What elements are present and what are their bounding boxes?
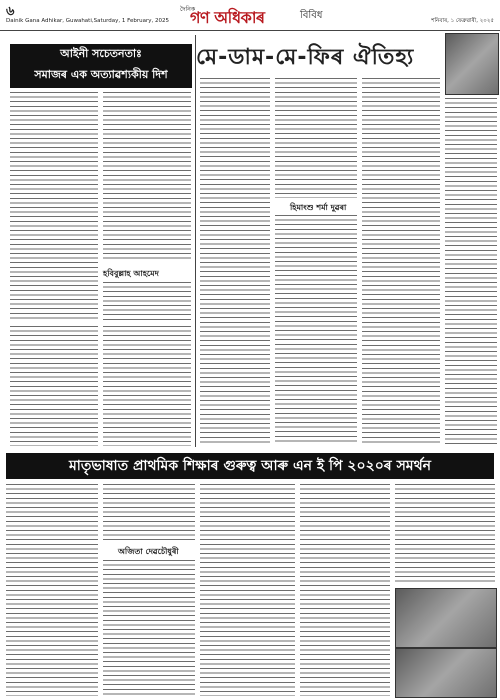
article-bottom-body-col2	[103, 484, 195, 542]
article-top-photo	[445, 33, 499, 95]
section-label: বিবিধ	[300, 10, 323, 21]
article-left-body-col2b	[103, 282, 191, 322]
article-top-author: হিমাংশু শৰ্মা দুৱৰা	[290, 203, 347, 212]
newspaper-logo	[180, 3, 300, 27]
article-bottom-body-col5	[395, 484, 495, 584]
article-left-body-col1b	[10, 326, 98, 446]
article-bottom-body-col1	[6, 484, 98, 696]
article-bottom-body-col2b	[103, 560, 195, 696]
article-bottom-author: অজিতা দেৱচৌধুৰী	[118, 547, 179, 556]
logo-main-text: গণ অধিকাৰ	[190, 8, 265, 27]
article-left-headline-2: সমাজৰ এক অত্যাৱশ্যকীয় দিশ	[10, 66, 192, 88]
article-top-body-col4	[445, 98, 497, 446]
dateline: Dainik Gana Adhikar, Guwahati,Saturday, 1 February, 2025	[6, 18, 170, 24]
column-divider	[195, 35, 196, 447]
article-left-body-col2c	[103, 326, 191, 446]
article-top-body-col2	[275, 78, 357, 198]
article-top-body-col3	[362, 78, 440, 446]
article-left-body-col2	[103, 92, 191, 262]
article-top-body-col1	[200, 78, 270, 446]
logo-small-text: দৈনিক	[180, 6, 196, 13]
article-top-body-col2b	[275, 215, 357, 445]
article-left-headline-1: আইনী সচেতনতাঃ	[10, 44, 192, 67]
article-bottom-headline: মাতৃভাষাত প্ৰাথমিক শিক্ষাৰ গুৰুত্ব আৰু এন ই পি ২০২০ৰ সমৰ্থন	[6, 453, 494, 479]
article-left-author: হবিবুল্লাহ আহমেদ	[103, 269, 159, 278]
page-number: ৬	[6, 4, 15, 19]
article-bottom-body-col3	[200, 484, 295, 696]
article-bottom-photo-2	[395, 648, 497, 698]
article-bottom-body-col4	[300, 484, 390, 696]
issue-date: শনিবাৰ, ১ ফেব্ৰুৱাৰী, ২০২৫	[431, 18, 494, 24]
article-left-body	[10, 92, 98, 322]
article-bottom-photo-1	[395, 588, 497, 648]
article-top-headline: মে-ডাম-মে-ফিৰ ঐতিহ্য	[196, 45, 415, 70]
